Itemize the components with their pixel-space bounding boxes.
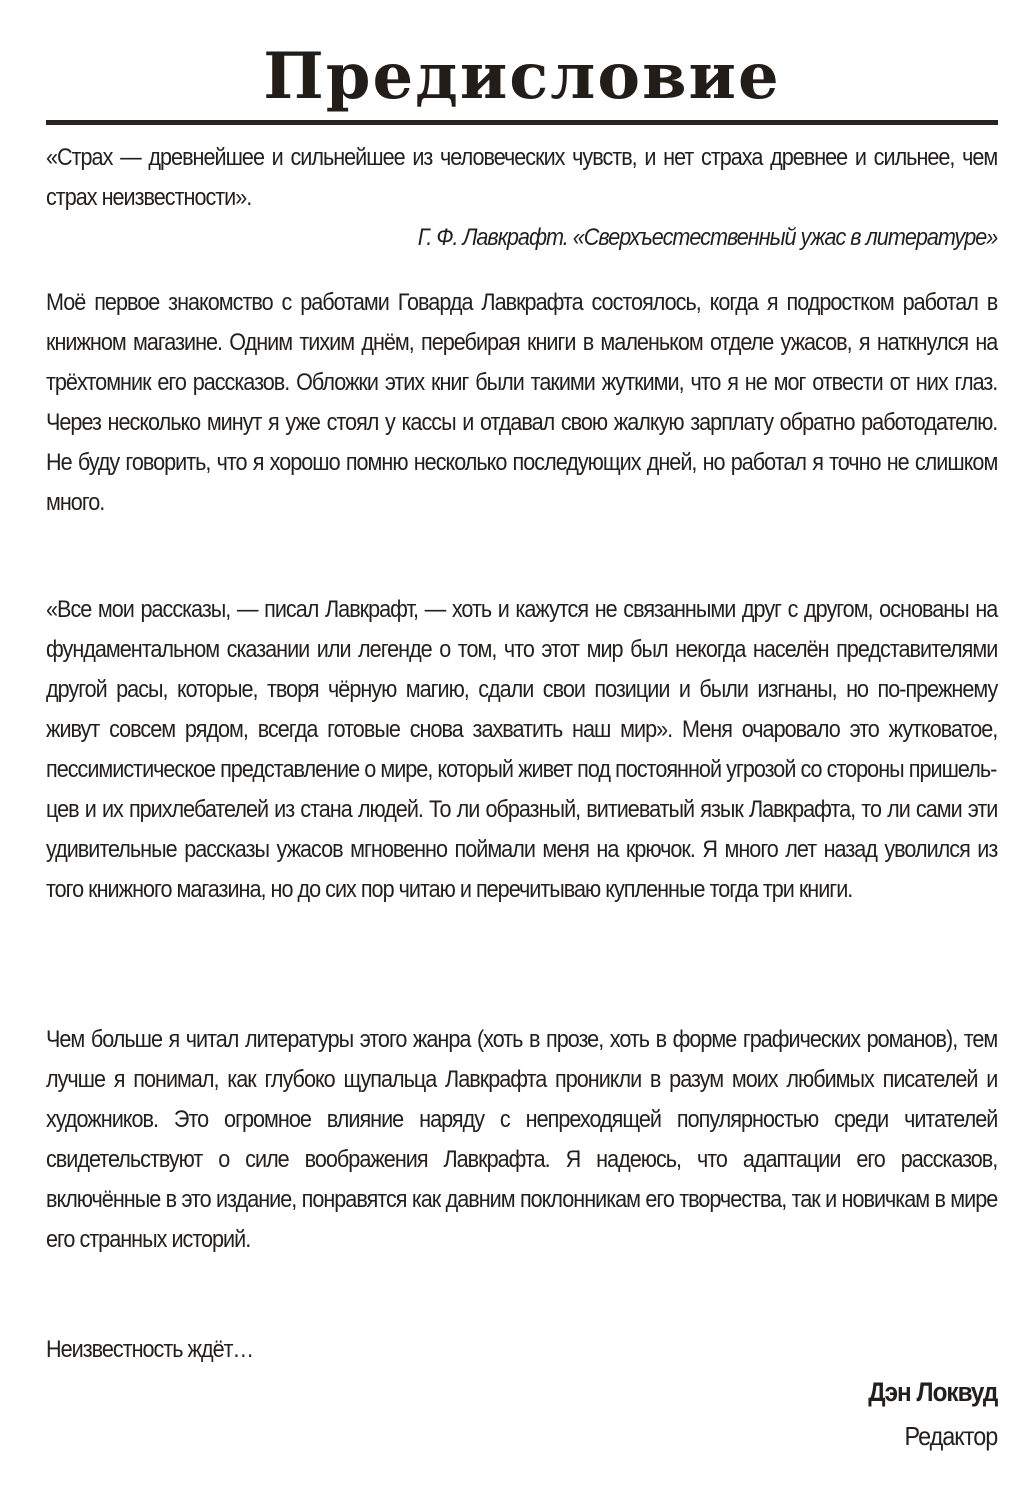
body-paragraph: Чем больше я читал литературы этого жанра (хоть в прозе, хоть в форме графических романов), тем лучше я понимал, как глубоко щупальца Лавкрафта проникли в разум моих любимых писателей и художников. Это огромное влияние наряду с непреходящей популярностью среди читателей свидетельствуют о силе воображения Лавкрафта. Я надеюсь, что адаптации его рассказов, включённые в это издание, понравятся как давним поклонникам его творчества, так и новичкам в мире его странных историй.	[46, 1026, 998, 1253]
author-signature: Дэн Локвуд	[868, 1377, 998, 1407]
epigraph-attribution: Г. Ф. Лавкрафт. «Сверхъестественный ужас в литературе»	[417, 224, 998, 251]
title-divider	[46, 120, 998, 125]
body-paragraph: Моё первое знакомство с работами Говарда Лавкрафта состоялось, когда я подростком работал в книжном магазине. Одним тихим днём, перебирая книги в маленьком отделе ужасов, я наткнулся на трёхтомник его рассказов. Обложки этих книг были такими жуткими, что я не мог отвести от них глаз. Через несколько минут я уже стоял у кассы и отдавал свою жалкую зарплату обратно работодателю. Не буду говорить, что я хорошо помню несколько последующих дней, но работал я точно не слишком много.	[46, 289, 998, 516]
author-role: Редактор	[904, 1421, 998, 1451]
epigraph-quote: «Страх — древнейшее и сильнейшее из человеческих чувств, и нет страха древнее и сильнее, чем страх неизвестности».	[46, 144, 998, 211]
page-title: Предисловие	[263, 39, 781, 114]
closing-line: Неизвестность ждёт…	[46, 1336, 254, 1363]
preface-page	[46, 0, 998, 1488]
body-paragraph: «Все мои рассказы, — писал Лавкрафт, — хоть и кажутся не связанными друг с другом, основаны на фундаментальном сказании или легенде о том, что этот мир был некогда населён представителями другой расы, которые, творя чёрную магию, сдали свои позиции и были изгнаны, но по-прежнему живут совсем рядом, всегда готовые снова захватить наш мир». Меня очаровало это жутковатое, пессимистическое представление о мире, который живет под постоянной угрозой со стороны пришельцев и их прихлебателей из стана людей. То ли образный, витиеватый язык Лавкрафта, то ли сами эти удивительные рассказы ужасов мгновенно поймали меня на крючок. Я много лет назад уволился из того книжного магазина, но до сих пор читаю и перечитываю купленные тогда три книги.	[46, 596, 998, 903]
